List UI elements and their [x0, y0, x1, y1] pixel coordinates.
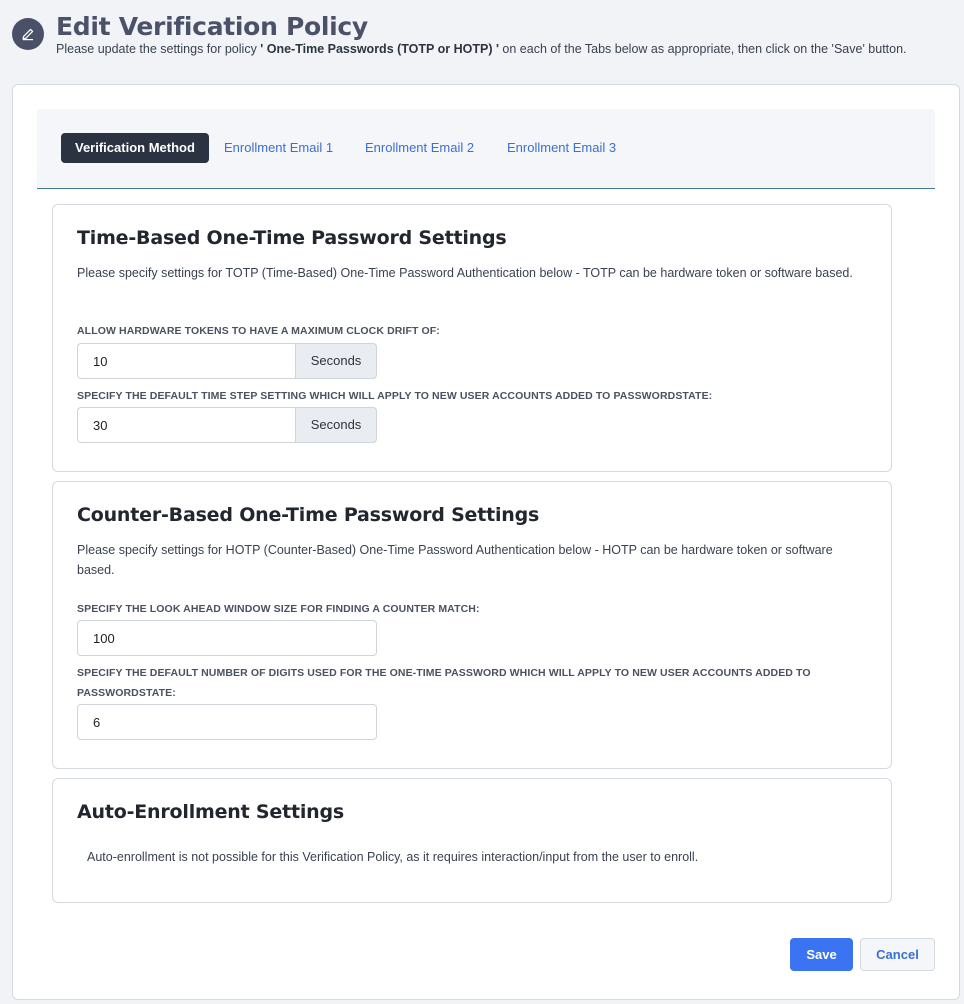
policy-name: ' One-Time Passwords (TOTP or HOTP) ' — [260, 42, 499, 56]
clock-drift-group — [77, 343, 377, 379]
tab-bar — [37, 109, 935, 189]
clock-drift-label: ALLOW HARDWARE TOKENS TO HAVE A MAXIMUM CLOCK DRIFT OF: — [77, 325, 440, 337]
digits-label: SPECIFY THE DEFAULT NUMBER OF DIGITS USED FOR THE ONE-TIME PASSWORD WHICH WILL APPLY TO NEW USER ACCOUNTS ADDED TO PASSWORDSTATE: — [77, 667, 811, 699]
auto-enrollment-text: Auto-enrollment is not possible for this Verification Policy, as it requires interaction/input from the user to enroll. — [87, 850, 699, 864]
time-step-label: SPECIFY THE DEFAULT TIME STEP SETTING WHICH WILL APPLY TO NEW USER ACCOUNTS ADDED TO PASSWORDSTATE: — [77, 390, 713, 402]
auto-enrollment-title: Auto-Enrollment Settings — [77, 801, 344, 823]
save-button[interactable]: Save — [790, 938, 853, 971]
totp-settings-section — [52, 204, 892, 472]
auto-enrollment-section — [52, 778, 892, 903]
page-title: Edit Verification Policy — [56, 12, 368, 41]
look-ahead-group — [77, 620, 377, 656]
policy-card — [12, 84, 960, 1000]
hotp-description: Please specify settings for HOTP (Counter-Based) One-Time Password Authentication below - HOTP can be hardware token or software based. — [77, 543, 833, 577]
tab-enrollment-email-2[interactable]: Enrollment Email 2 — [365, 140, 475, 155]
time-step-group — [77, 407, 377, 443]
totp-description: Please specify settings for TOTP (Time-Based) One-Time Password Authentication below - TOTP can be hardware token or software based. — [77, 266, 853, 280]
totp-title: Time-Based One-Time Password Settings — [77, 227, 507, 249]
digits-group — [77, 704, 377, 740]
tab-verification-method[interactable]: Verification Method — [61, 133, 209, 163]
page-subtitle: Please update the settings for policy ' One-Time Passwords (TOTP or HOTP) ' on each of the Tabs below as appropriate, then click on the 'Save' button. — [56, 42, 907, 56]
look-ahead-input[interactable] — [77, 620, 377, 656]
time-step-input[interactable] — [77, 407, 295, 443]
pencil-icon — [12, 18, 44, 50]
clock-drift-input[interactable] — [77, 343, 295, 379]
clock-drift-unit: Seconds — [295, 343, 377, 379]
cancel-button[interactable]: Cancel — [860, 938, 935, 971]
hotp-settings-section — [52, 481, 892, 769]
time-step-unit: Seconds — [295, 407, 377, 443]
look-ahead-label: SPECIFY THE LOOK AHEAD WINDOW SIZE FOR FINDING A COUNTER MATCH: — [77, 603, 480, 615]
hotp-title: Counter-Based One-Time Password Settings — [77, 504, 540, 526]
tab-enrollment-email-3[interactable]: Enrollment Email 3 — [507, 140, 617, 155]
page-header — [0, 0, 964, 84]
digits-input[interactable] — [77, 704, 377, 740]
tab-enrollment-email-1[interactable]: Enrollment Email 1 — [224, 140, 334, 155]
